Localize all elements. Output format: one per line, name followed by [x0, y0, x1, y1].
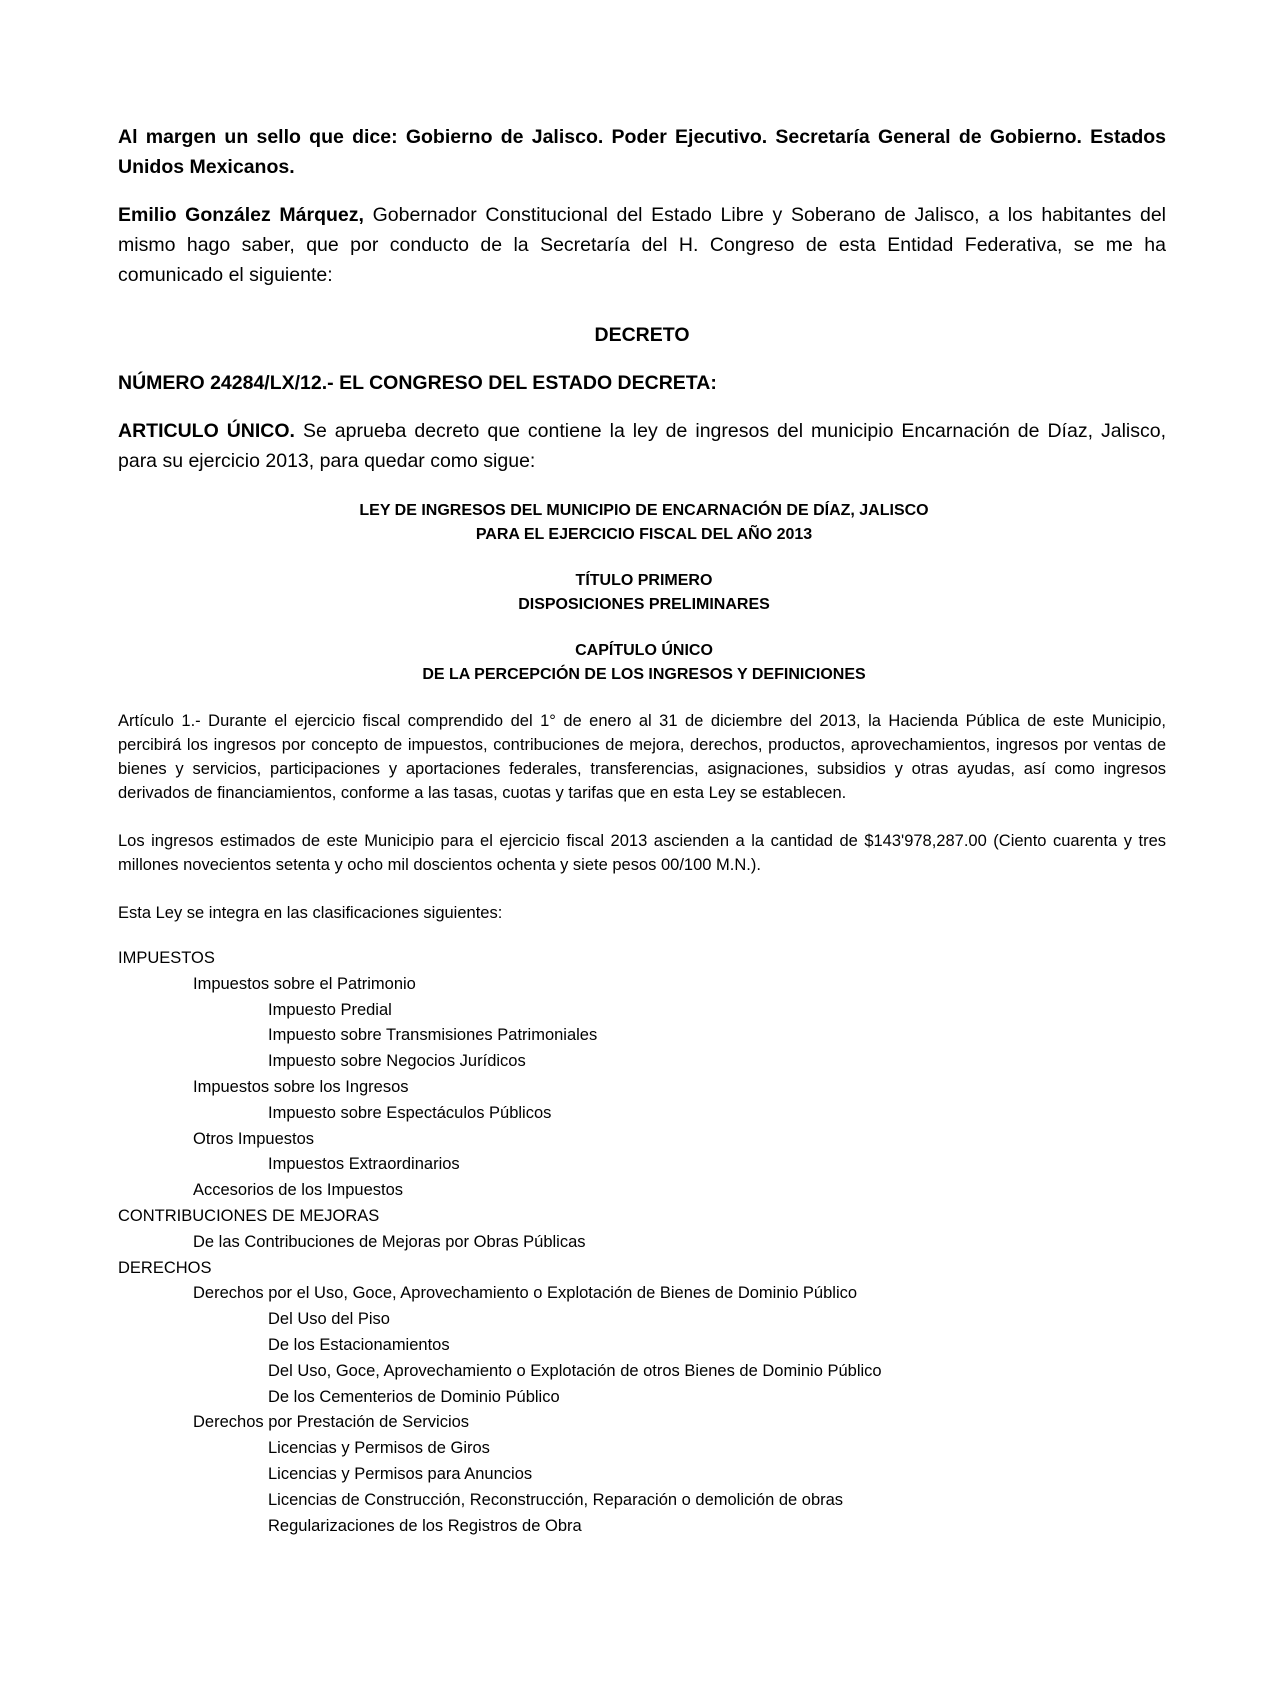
- classification-item: CONTRIBUCIONES DE MEJORAS: [118, 1206, 380, 1225]
- classification-item: De las Contribuciones de Mejoras por Obras Públicas: [193, 1232, 586, 1251]
- decree-number: NÚMERO 24284/LX/12.- EL CONGRESO DEL ESTADO DECRETA:: [118, 372, 717, 394]
- chapter-heading: [246, 639, 1042, 687]
- classification-item: Impuesto sobre Espectáculos Públicos: [268, 1103, 552, 1122]
- classification-intro: Esta Ley se integra en las clasificaciones siguientes:: [118, 904, 503, 922]
- classification-item: Accesorios de los Impuestos: [193, 1181, 404, 1200]
- classification-item: Licencias y Permisos para Anuncios: [268, 1464, 533, 1483]
- classification-item: De los Cementerios de Dominio Público: [268, 1387, 560, 1406]
- classification-item: Otros Impuestos: [193, 1129, 315, 1148]
- classification-item: IMPUESTOS: [118, 949, 215, 967]
- classification-item: DERECHOS: [118, 1258, 212, 1277]
- classification-item: Impuestos sobre los Ingresos: [193, 1077, 409, 1096]
- classification-item: De los Estacionamientos: [268, 1335, 450, 1354]
- classification-item: Del Uso del Piso: [268, 1310, 390, 1329]
- chapter-line2: DE LA PERCEPCIÓN DE LOS INGRESOS Y DEFINICIONES: [422, 666, 866, 683]
- single-article-label: ARTICULO ÚNICO.: [118, 420, 295, 442]
- classification-item: Derechos por Prestación de Servicios: [193, 1413, 470, 1432]
- single-article-text: Se aprueba decreto que contiene la ley de ingresos del municipio Encarnación de Díaz, Jalisco, para su ejercicio 2013, para quedar como sigue:: [118, 420, 1166, 472]
- law-title: [246, 499, 1042, 547]
- classification-item: Derechos por el Uso, Goce, Aprovechamiento o Explotación de Bienes de Dominio Público: [193, 1284, 858, 1303]
- chapter-line1: CAPÍTULO ÚNICO: [575, 642, 713, 659]
- classification-item: Licencias y Permisos de Giros: [268, 1439, 490, 1458]
- article-1: Artículo 1.- Durante el ejercicio fiscal comprendido del 1° de enero al 31 de diciembre del 2013, la Hacienda Pública de este Municipio, percibirá los ingresos por concepto de impuestos, contribuciones de mejora, derechos, productos, aprovechamientos, ingresos por ventas de bienes y servicios, participaciones y aportaciones federales, transferencias, asignaciones, subsidios y otras ayudas, así como ingresos derivados de financiamientos, conforme a las tasas, cuotas y tarifas que en esta Ley se establecen.: [118, 712, 1166, 802]
- classification-item: Impuesto sobre Negocios Jurídicos: [268, 1052, 526, 1071]
- classification-item: Regularizaciones de los Registros de Obra: [268, 1516, 582, 1535]
- classification-item: Licencias de Construcción, Reconstrucción, Reparación o demolición de obras: [268, 1490, 844, 1509]
- title-first: [246, 569, 1042, 617]
- governor-intro: [118, 200, 1166, 290]
- seal-paragraph: Al margen un sello que dice: Gobierno de Jalisco. Poder Ejecutivo. Secretaría General de Gobierno. Estados Unidos Mexicanos.: [118, 126, 1166, 178]
- title-first-line1: TÍTULO PRIMERO: [575, 572, 713, 589]
- document-page: [118, 122, 1166, 1539]
- title-first-line2: DISPOSICIONES PRELIMINARES: [518, 596, 770, 613]
- law-title-line2: PARA EL EJERCICIO FISCAL DEL AÑO 2013: [475, 526, 813, 543]
- estimated-income: Los ingresos estimados de este Municipio para el ejercicio fiscal 2013 ascienden a la cantidad de $143'978,287.00 (Ciento cuarenta y tres millones novecientos setenta y ocho mil doscientos ochenta y siete pesos 00/100 M.N.).: [118, 832, 1166, 874]
- governor-intro-text: Gobernador Constitucional del Estado Libre y Soberano de Jalisco, a los habitantes del mismo hago saber, que por conducto de la Secretaría del H. Congreso de esta Entidad Federativa, se me ha comunicado el siguiente:: [118, 204, 1166, 286]
- classification-list: [118, 946, 1166, 1539]
- single-article: [118, 416, 1166, 476]
- classification-item: Impuestos Extraordinarios: [268, 1155, 460, 1174]
- governor-name: Emilio González Márquez,: [118, 204, 364, 226]
- classification-item: Del Uso, Goce, Aprovechamiento o Explotación de otros Bienes de Dominio Público: [268, 1361, 882, 1380]
- decree-title: DECRETO: [594, 324, 690, 346]
- classification-item: Impuesto Predial: [268, 1000, 392, 1019]
- classification-item: Impuestos sobre el Patrimonio: [193, 974, 416, 993]
- classification-item: Impuesto sobre Transmisiones Patrimoniales: [268, 1026, 598, 1045]
- law-title-line1: LEY DE INGRESOS DEL MUNICIPIO DE ENCARNACIÓN DE DÍAZ, JALISCO: [359, 502, 929, 519]
